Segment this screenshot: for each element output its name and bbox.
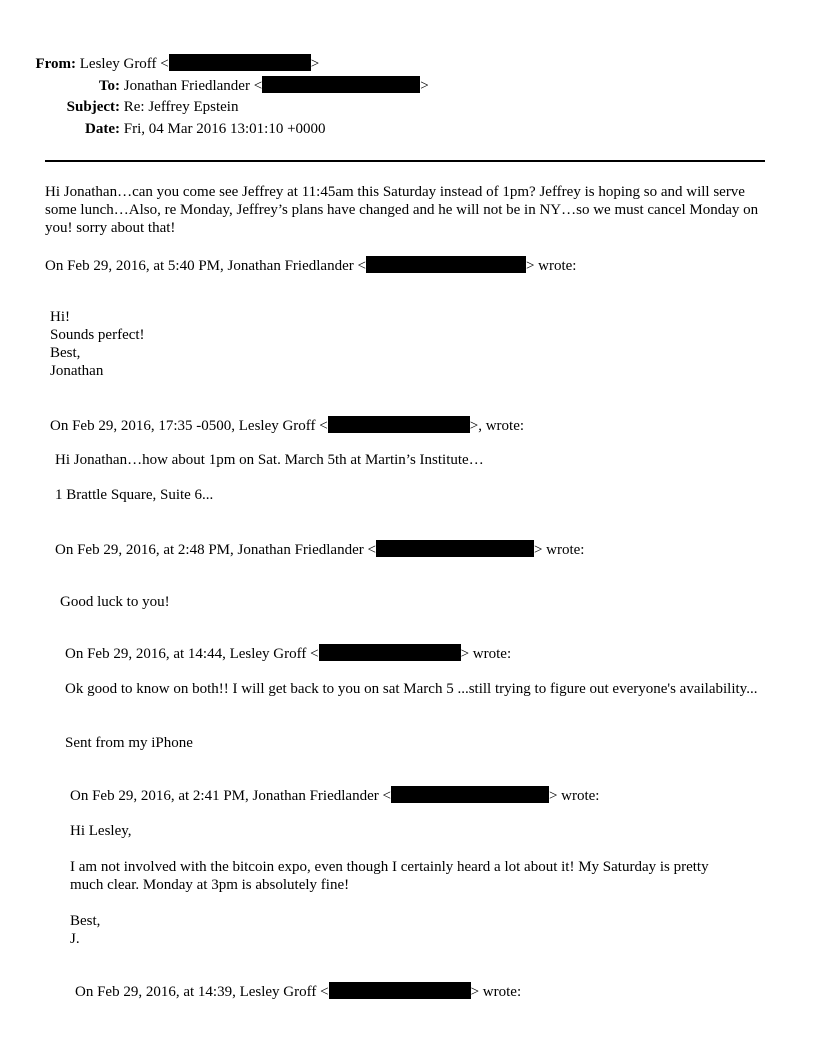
quote-body: I am not involved with the bitcoin expo, even though I certainly heard a lot about it! My Saturday is pretty much clear. Monday at 3pm is absolutely fine! [70,859,709,893]
date-text: Fri, 04 Mar 2016 13:01:10 +0000 [123,121,326,137]
quote-intro: On Feb 29, 2016, at 14:39, Lesley Groff < > wrote: [75,984,522,1000]
redaction-bar [169,54,311,71]
quote-intro: On Feb 29, 2016, at 2:41 PM, Jonathan Friedlander < > wrote: [70,788,600,804]
quote-line: Best, [50,345,81,361]
date-row [0,120,326,138]
to-name: Jonathan Friedlander [123,78,250,94]
quote-intro: On Feb 29, 2016, 17:35 -0500, Lesley Groff < >, wrote: [50,418,525,434]
redaction-bar [262,76,420,93]
quote-body: Ok good to know on both!! I will get back to you on sat March 5 ...still trying to figure out everyone's availability... [65,681,758,697]
quote-line: J. [70,931,80,947]
subject-label: Subject: [66,99,120,115]
subject-text: Re: Jeffrey Epstein [123,99,239,115]
date-label: Date: [85,121,120,137]
redaction-bar [366,256,526,273]
from-label: From: [35,56,76,72]
redaction-bar [391,786,549,803]
redaction-bar [328,416,470,433]
to-label: To: [98,78,120,94]
quote-intro: On Feb 29, 2016, at 2:48 PM, Jonathan Friedlander < > wrote: [55,542,585,558]
to-row: To: Jonathan Friedlander < > [0,76,429,95]
quote-line: Good luck to you! [60,594,170,610]
quote-line: Sounds perfect! [50,327,145,343]
header-divider [45,160,765,162]
subject-row [0,98,238,116]
from-name: Lesley Groff [79,56,157,72]
message-body: Hi Jonathan…can you come see Jeffrey at 11:45am this Saturday instead of 1pm? Jeffrey is hoping so and will serve some lunch…Also, re Monday, Jeffrey’s plans have changed and he will not be in NY…so we must cancel Monday on you! sorry about that! [45,184,759,236]
redaction-bar [329,982,471,999]
quote-line: Best, [70,913,101,929]
from-row: From: Lesley Groff < > [0,54,319,73]
quote-intro: On Feb 29, 2016, at 14:44, Lesley Groff < > wrote: [65,646,512,662]
quote-line: 1 Brattle Square, Suite 6... [55,487,214,503]
quote-line: Hi! [50,309,70,325]
redaction-bar [376,540,534,557]
quote-line: Sent from my iPhone [65,735,193,751]
quote-intro: On Feb 29, 2016, at 5:40 PM, Jonathan Friedlander < > wrote: [45,258,577,274]
quote-line: Jonathan [50,363,104,379]
quote-line: Hi Jonathan…how about 1pm on Sat. March 5th at Martin’s Institute… [55,452,484,468]
redaction-bar [319,644,461,661]
quote-line: Hi Lesley, [70,823,132,839]
